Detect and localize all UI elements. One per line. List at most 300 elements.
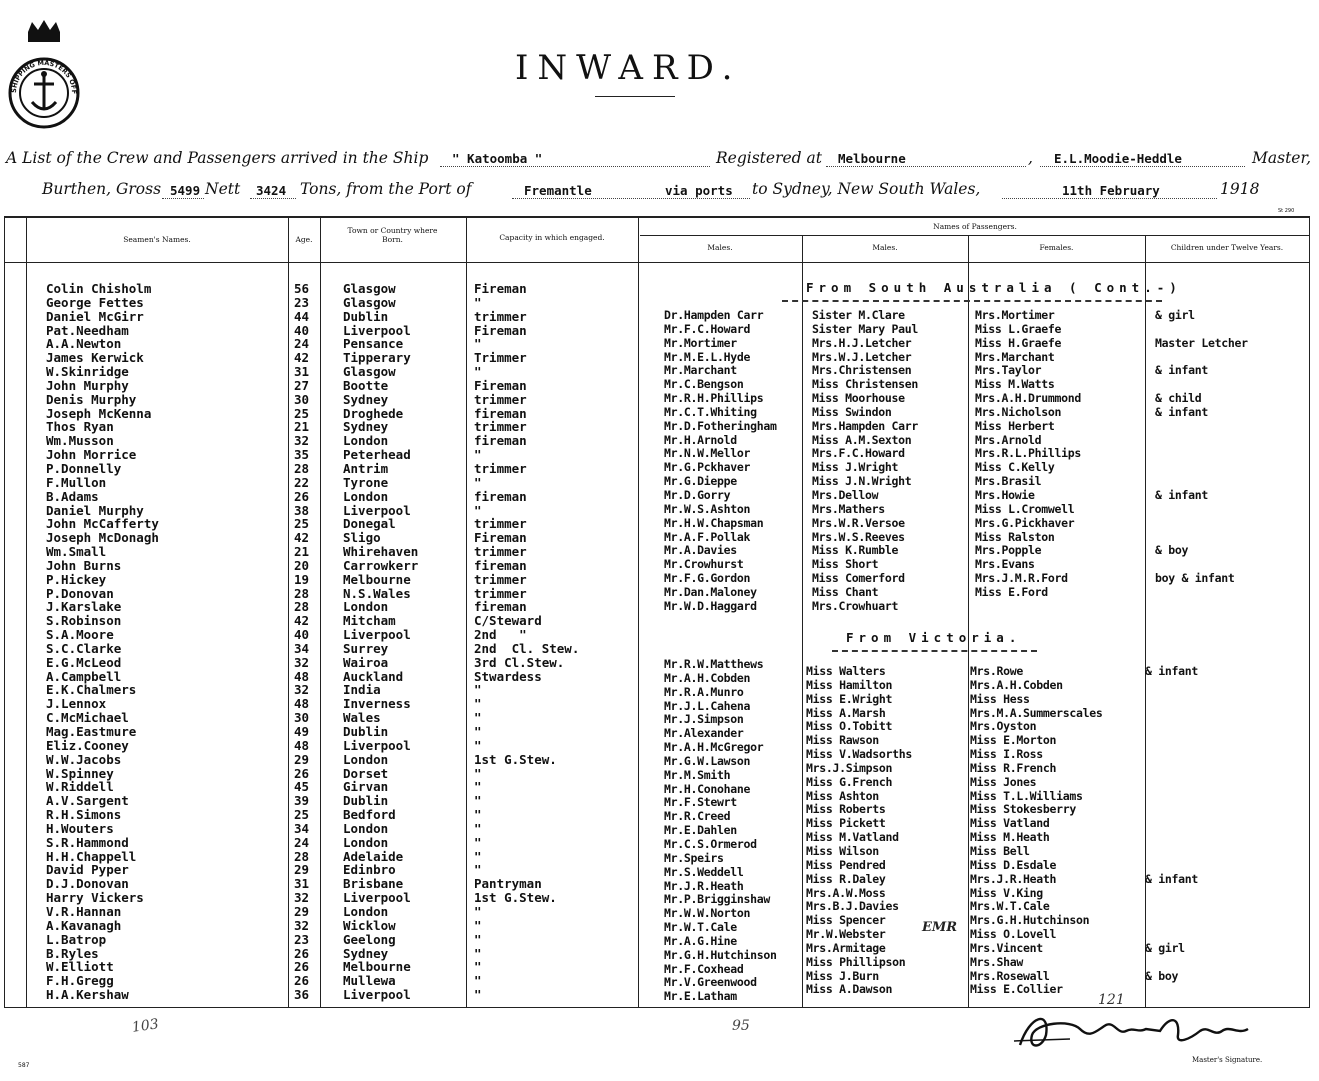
children-note bbox=[1145, 693, 1198, 707]
crew-age: 26 bbox=[294, 959, 310, 975]
crew-name: S.A.Moore bbox=[46, 627, 114, 643]
crew-town: Liverpool bbox=[343, 987, 411, 1003]
passenger: Mr.M.E.L.Hyde bbox=[664, 349, 751, 364]
crew-age: 24 bbox=[294, 834, 310, 850]
passenger: Mr.E.Latham bbox=[664, 989, 737, 1004]
children-note bbox=[1155, 558, 1248, 572]
passenger: Mrs.Arnold bbox=[975, 432, 1042, 447]
passenger: Mrs.Shaw bbox=[970, 954, 1023, 969]
crew-age: 42 bbox=[294, 530, 310, 546]
passenger: Mr.G.W.Lawson bbox=[664, 753, 751, 768]
passenger: Mrs.Nicholson bbox=[975, 404, 1062, 419]
crew-name: H.A.Kershaw bbox=[46, 987, 129, 1003]
crew-name: W.Spinney bbox=[46, 765, 114, 781]
passenger: Miss T.L.Williams bbox=[970, 788, 1083, 803]
passenger: Miss Pendred bbox=[806, 857, 886, 872]
crew-age: 45 bbox=[294, 779, 310, 795]
crew-capacity: " bbox=[474, 710, 482, 726]
crew-age: 28 bbox=[294, 460, 310, 476]
crew-capacity: Fireman bbox=[474, 281, 527, 296]
crew-age: 27 bbox=[294, 377, 310, 393]
crew-name: A.V.Sargent bbox=[46, 793, 129, 809]
crew-age: 25 bbox=[294, 807, 310, 823]
children-note bbox=[1155, 434, 1248, 448]
children-note bbox=[1145, 707, 1198, 721]
crew-age: 19 bbox=[294, 571, 310, 587]
crew-age: 35 bbox=[294, 447, 310, 463]
passenger: Mr.G.H.Hutchinson bbox=[664, 947, 777, 962]
children-note bbox=[1145, 720, 1198, 734]
master-signature bbox=[1010, 1005, 1260, 1055]
crew-age: 32 bbox=[294, 890, 310, 906]
crew-name: Harry Vickers bbox=[46, 890, 144, 906]
crew-capacity: " bbox=[474, 931, 482, 947]
passenger: Mrs.J.M.R.Ford bbox=[975, 571, 1068, 586]
passenger: Mr.J.R.Heath bbox=[664, 878, 744, 893]
crew-town: Wales bbox=[343, 710, 381, 726]
crew-capacity: " bbox=[474, 793, 482, 809]
passenger: Miss Short bbox=[812, 557, 879, 572]
crew-name: Daniel Murphy bbox=[46, 502, 144, 518]
crew-capacity: " bbox=[474, 807, 482, 823]
crew-capacity: 2nd " bbox=[474, 627, 527, 643]
crew-town: London bbox=[343, 834, 389, 850]
crew-name: C.McMichael bbox=[46, 710, 129, 726]
passenger: Mr.F.Stewrt bbox=[664, 795, 737, 810]
crew-capacity: " bbox=[474, 834, 482, 850]
nett-tonnage: 3424 bbox=[256, 183, 287, 198]
crew-town: Glasgow bbox=[343, 364, 396, 380]
crew-names bbox=[46, 282, 159, 1002]
crew-capacity: trimmer bbox=[474, 544, 527, 560]
crew-name: Mag.Eastmure bbox=[46, 724, 137, 739]
passenger: Mrs.Evans bbox=[975, 557, 1035, 572]
crew-age: 21 bbox=[294, 419, 310, 435]
section-victoria: From Victoria. bbox=[846, 630, 1022, 645]
passenger: Mr.Marchant bbox=[664, 363, 737, 378]
section-vic-rule bbox=[832, 650, 1037, 652]
crew-name: A.A.Newton bbox=[46, 336, 122, 352]
passenger: Miss G.French bbox=[806, 774, 893, 789]
crew-name: John Murphy bbox=[46, 377, 129, 393]
crew-towns bbox=[343, 282, 418, 1002]
crew-town: Mitcham bbox=[343, 613, 396, 629]
crew-name: H.Wouters bbox=[46, 820, 114, 836]
passenger: Miss Walters bbox=[806, 664, 886, 678]
passenger: Miss Vatland bbox=[970, 816, 1050, 831]
children-note bbox=[1145, 887, 1198, 901]
crew-age: 31 bbox=[294, 876, 310, 892]
children-note bbox=[1145, 859, 1198, 873]
nett-label: Nett bbox=[205, 180, 241, 198]
passenger: Mrs.Armitage bbox=[806, 940, 886, 955]
passenger: Mr.H.W.Chapsman bbox=[664, 515, 764, 530]
crew-town: London bbox=[343, 599, 389, 615]
crew-name: Joseph McDonagh bbox=[46, 530, 159, 546]
crew-name: Denis Murphy bbox=[46, 391, 137, 407]
crew-age: 49 bbox=[294, 724, 310, 739]
crew-town: Liverpool bbox=[343, 627, 411, 643]
crew-name: James Kerwick bbox=[46, 350, 144, 366]
passenger: Mrs.G.Pickhaver bbox=[975, 515, 1075, 530]
children-note bbox=[1155, 351, 1248, 365]
passenger: Mrs.H.J.Letcher bbox=[812, 335, 912, 350]
crew-town: Edinbro bbox=[343, 862, 396, 878]
page-title: INWARD. bbox=[515, 48, 742, 88]
crew-capacity: " bbox=[474, 779, 482, 795]
passenger: Mrs.Rowe bbox=[970, 664, 1023, 678]
sa-children bbox=[1155, 309, 1248, 586]
table-left-edge bbox=[4, 216, 5, 1008]
passenger: Mr.E.Dahlen bbox=[664, 823, 737, 838]
passenger: Miss M.Watts bbox=[975, 377, 1055, 392]
passenger: Miss Hamilton bbox=[806, 677, 893, 692]
crew-capacity: Fireman bbox=[474, 377, 527, 393]
crew-age: 28 bbox=[294, 599, 310, 615]
crew-name: Daniel McGirr bbox=[46, 308, 144, 324]
crew-name: P.Donovan bbox=[46, 585, 114, 601]
table-right-edge bbox=[1309, 216, 1310, 1008]
crew-age: 32 bbox=[294, 433, 310, 449]
passenger: Miss E.Wright bbox=[806, 691, 893, 706]
crew-age: 40 bbox=[294, 322, 310, 338]
passenger: Miss A.Dawson bbox=[806, 982, 893, 997]
crew-capacity: " bbox=[474, 959, 482, 975]
tons-label: Tons, from the Port of bbox=[300, 180, 472, 198]
column-header-rule bbox=[4, 262, 1310, 263]
children-note: & girl bbox=[1155, 308, 1195, 322]
passenger: Mr.C.Bengson bbox=[664, 377, 744, 392]
children-note: & infant bbox=[1155, 487, 1208, 502]
crew-name: W.Skinridge bbox=[46, 364, 129, 380]
col-divider-males2 bbox=[802, 235, 803, 1008]
crew-capacity: " bbox=[474, 682, 482, 698]
crew-town: Dorset bbox=[343, 765, 389, 781]
passenger: Dr.Hampden Carr bbox=[664, 308, 764, 322]
passenger: Mr.W.W.Norton bbox=[664, 906, 751, 921]
registered-port-line bbox=[826, 166, 1026, 167]
passenger: Mrs.Taylor bbox=[975, 363, 1042, 378]
children-note bbox=[1145, 734, 1198, 748]
crew-town: Carrowkerr bbox=[343, 557, 419, 573]
crew-capacity: " bbox=[474, 737, 482, 753]
crew-capacity: Trimmer bbox=[474, 350, 527, 366]
crew-town: Glasgow bbox=[343, 294, 396, 310]
crew-age: 26 bbox=[294, 945, 310, 961]
passenger: Mr.S.Weddell bbox=[664, 864, 744, 879]
page-number: 587 bbox=[18, 1062, 30, 1069]
crew-age: 26 bbox=[294, 488, 310, 504]
crew-town: Antrim bbox=[343, 460, 389, 476]
children-note bbox=[1145, 900, 1198, 914]
passenger: Miss Roberts bbox=[806, 802, 886, 817]
shipping-masters-seal bbox=[6, 18, 82, 138]
passenger: Mr.P.Brigginshaw bbox=[664, 892, 770, 907]
passenger: Mrs.Marchant bbox=[975, 349, 1055, 364]
passenger: Mrs.Crowhuart bbox=[812, 598, 899, 613]
children-note: boy & infant bbox=[1155, 571, 1235, 586]
col-divider-town bbox=[320, 216, 321, 1008]
section-south-australia: From South Australia ( Cont.-) bbox=[806, 280, 1182, 295]
passenger: Miss M.Vatland bbox=[806, 830, 899, 845]
crew-town: Liverpool bbox=[343, 737, 411, 753]
passenger: Mr.M.Smith bbox=[664, 767, 731, 782]
crew-name: Colin Chisholm bbox=[46, 281, 152, 296]
vic-males2 bbox=[806, 665, 912, 997]
passenger: Mr.A.H.McGregor bbox=[664, 740, 764, 755]
passenger: Mrs.J.R.Heath bbox=[970, 871, 1057, 886]
passenger: Miss Ralston bbox=[975, 529, 1055, 544]
passenger: Mrs.R.L.Phillips bbox=[975, 446, 1081, 461]
passenger: Mr.A.F.Pollak bbox=[664, 529, 751, 544]
children-note bbox=[1155, 531, 1248, 545]
crew-name: Wm.Small bbox=[46, 544, 107, 560]
crew-capacity: fireman bbox=[474, 488, 527, 504]
crew-capacity: Fireman bbox=[474, 530, 527, 546]
vic-females bbox=[970, 665, 1102, 997]
passenger: Miss J.N.Wright bbox=[812, 474, 912, 489]
crew-capacity: " bbox=[474, 294, 482, 310]
passenger: Mrs.Mortimer bbox=[975, 308, 1055, 322]
passenger: Mr.C.T.Whiting bbox=[664, 404, 757, 419]
arrival-date: 11th February bbox=[1062, 183, 1160, 198]
passenger: Miss A.M.Sexton bbox=[812, 432, 912, 447]
form-code: St 290 bbox=[1278, 208, 1295, 214]
master-name-line bbox=[1040, 166, 1245, 167]
passenger: Miss Rawson bbox=[806, 733, 879, 748]
crew-name: F.H.Gregg bbox=[46, 973, 114, 989]
passenger: Mrs.Hampden Carr bbox=[812, 418, 918, 433]
crew-age: 29 bbox=[294, 751, 310, 767]
crew-name: S.C.Clarke bbox=[46, 640, 122, 656]
crew-capacity: " bbox=[474, 848, 482, 864]
signature-label: Master's Signature. bbox=[1192, 1056, 1263, 1064]
passengers-header-rule bbox=[640, 235, 1310, 236]
crew-town: Sydney bbox=[343, 945, 389, 961]
crew-capacity: Stwardess bbox=[474, 668, 542, 684]
crew-town: Melbourne bbox=[343, 571, 411, 587]
passenger: Mrs.A.W.Moss bbox=[806, 885, 886, 900]
crew-town: London bbox=[343, 433, 389, 449]
crew-name: B.Ryles bbox=[46, 945, 99, 961]
passenger: Miss L.Graefe bbox=[975, 321, 1062, 336]
crew-name: Thos Ryan bbox=[46, 419, 114, 435]
crew-town: Brisbane bbox=[343, 876, 404, 892]
crew-capacity: " bbox=[474, 336, 482, 352]
crew-town: Wairoa bbox=[343, 654, 389, 670]
crew-age: 40 bbox=[294, 627, 310, 643]
crew-capacity: " bbox=[474, 917, 482, 933]
children-note bbox=[1155, 420, 1248, 434]
crew-capacity: trimmer bbox=[474, 585, 527, 601]
passenger: Mr.G.Pckhaver bbox=[664, 460, 751, 475]
ship-name-line bbox=[440, 166, 710, 167]
crew-age: 21 bbox=[294, 544, 310, 560]
col-header-males2: Males. bbox=[872, 243, 898, 252]
crew-age: 32 bbox=[294, 682, 310, 698]
crew-name: P.Hickey bbox=[46, 571, 107, 587]
crew-name: Joseph McKenna bbox=[46, 405, 152, 421]
crew-name: A.Campbell bbox=[46, 668, 122, 684]
passenger: Mrs.J.Simpson bbox=[806, 760, 893, 775]
children-note bbox=[1155, 461, 1248, 475]
crew-town: Glasgow bbox=[343, 281, 396, 296]
passenger: Miss Wilson bbox=[806, 843, 879, 858]
passenger: Mrs.F.C.Howard bbox=[812, 446, 905, 461]
passenger: Mrs.W.J.Letcher bbox=[812, 349, 912, 364]
crew-capacity: trimmer bbox=[474, 516, 527, 532]
passenger: Mr.W.S.Ashton bbox=[664, 501, 751, 516]
crew-town: Inverness bbox=[343, 696, 411, 712]
passenger: Miss V.King bbox=[970, 885, 1043, 900]
children-note bbox=[1155, 323, 1248, 337]
passenger: Mrs.Popple bbox=[975, 543, 1042, 558]
crew-capacity: trimmer bbox=[474, 308, 527, 324]
nett-line bbox=[250, 198, 296, 199]
crew-age: 25 bbox=[294, 516, 310, 532]
crew-name: B.Adams bbox=[46, 488, 99, 504]
children-note bbox=[1145, 817, 1198, 831]
children-note bbox=[1145, 845, 1198, 859]
crew-name: F.Mullon bbox=[46, 474, 107, 490]
crew-capacity: 1st G.Stew. bbox=[474, 890, 557, 906]
sa-males2 bbox=[812, 309, 918, 614]
passenger: Mr.C.S.Ormerod bbox=[664, 836, 757, 851]
crew-capacity: " bbox=[474, 696, 482, 712]
crew-age: 32 bbox=[294, 654, 310, 670]
crew-age: 29 bbox=[294, 903, 310, 919]
children-note: & infant bbox=[1155, 363, 1208, 378]
crew-name: Pat.Needham bbox=[46, 322, 129, 338]
passenger: Mr.A.Davies bbox=[664, 543, 737, 558]
passenger: Miss Ashton bbox=[806, 788, 879, 803]
children-note bbox=[1145, 928, 1198, 942]
crew-age: 32 bbox=[294, 917, 310, 933]
crew-age: 23 bbox=[294, 294, 310, 310]
passenger: Mrs.Howie bbox=[975, 487, 1035, 502]
crew-name: J.Karslake bbox=[46, 599, 122, 615]
crew-ages bbox=[294, 282, 309, 1002]
crew-name: Wm.Musson bbox=[46, 433, 114, 449]
svg-text:SHIPPING MASTERS OFFICE SYDNEY: SHIPPING MASTERS OFF bbox=[9, 58, 79, 95]
crew-town: India bbox=[343, 682, 381, 698]
passenger: Mr.F.C.Howard bbox=[664, 321, 751, 336]
children-note bbox=[1155, 517, 1248, 531]
passenger: Miss E.Ford bbox=[975, 584, 1048, 599]
passenger: Mr.Dan.Maloney bbox=[664, 584, 757, 599]
comma-1: , bbox=[1028, 149, 1033, 167]
passenger: Miss Moorhouse bbox=[812, 391, 905, 406]
children-note bbox=[1145, 679, 1198, 693]
to-sydney-label: to Sydney, New South Wales, bbox=[752, 180, 981, 198]
crew-capacity: 2nd Cl. Stew. bbox=[474, 640, 580, 656]
crew-age: 42 bbox=[294, 350, 310, 366]
crew-town: Dublin bbox=[343, 793, 389, 809]
crew-name: J.Lennox bbox=[46, 696, 107, 712]
children-note bbox=[1155, 503, 1248, 517]
children-note: & infant bbox=[1155, 404, 1208, 419]
handwritten-note-95: 95 bbox=[732, 1018, 750, 1034]
passenger: Mr.F.Coxhead bbox=[664, 961, 744, 976]
passenger: Mr.A.H.Cobden bbox=[664, 670, 751, 685]
children-note: & child bbox=[1155, 391, 1202, 406]
crew-capacity: trimmer bbox=[474, 419, 527, 435]
passenger: Sister M.Clare bbox=[812, 308, 905, 322]
crew-town: Whirehaven bbox=[343, 544, 419, 560]
passenger: Mrs.W.R.Versoe bbox=[812, 515, 905, 530]
passenger: Mr.J.L.Cahena bbox=[664, 698, 751, 713]
passenger: Mr.Mortimer bbox=[664, 335, 737, 350]
crew-age: 28 bbox=[294, 585, 310, 601]
passenger: Mrs.Christensen bbox=[812, 363, 912, 378]
passenger: Mrs.W.S.Reeves bbox=[812, 529, 905, 544]
crew-capacity: C/Steward bbox=[474, 613, 542, 629]
passenger: Mr.W.T.Cale bbox=[664, 920, 737, 935]
crew-age: 26 bbox=[294, 973, 310, 989]
children-note bbox=[1145, 762, 1198, 776]
crew-town: Bedford bbox=[343, 807, 396, 823]
crew-capacity: fireman bbox=[474, 557, 527, 573]
crew-name: D.J.Donovan bbox=[46, 876, 129, 892]
children-note bbox=[1145, 776, 1198, 790]
passenger: Miss Swindon bbox=[812, 404, 892, 419]
crew-town: Sydney bbox=[343, 419, 389, 435]
col-header-children: Children under Twelve Years. bbox=[1170, 243, 1284, 252]
crew-capacity: " bbox=[474, 447, 482, 463]
crew-name: W.Riddell bbox=[46, 779, 114, 795]
crew-age: 26 bbox=[294, 765, 310, 781]
passenger: Miss A.Marsh bbox=[806, 705, 886, 720]
title-underline bbox=[595, 96, 675, 97]
passenger: Mrs.Oyston bbox=[970, 719, 1037, 734]
crew-name: W.W.Jacobs bbox=[46, 751, 122, 767]
vic-children bbox=[1145, 665, 1198, 983]
crew-age: 31 bbox=[294, 364, 310, 380]
crew-name: John Burns bbox=[46, 557, 122, 573]
crew-age: 48 bbox=[294, 668, 310, 684]
col-header-town: Town or Country where Born. bbox=[347, 226, 438, 244]
crew-capacity: fireman bbox=[474, 599, 527, 615]
arrival-year: 1918 bbox=[1220, 180, 1260, 198]
passenger: Mr.Alexander bbox=[664, 726, 744, 741]
crew-age: 28 bbox=[294, 848, 310, 864]
crew-age: 30 bbox=[294, 391, 310, 407]
col-divider-passengers bbox=[638, 216, 639, 1008]
section-sa-rule bbox=[782, 300, 1162, 302]
crew-age: 38 bbox=[294, 502, 310, 518]
crew-age: 25 bbox=[294, 405, 310, 421]
passenger: Miss K.Rumble bbox=[812, 543, 899, 558]
crew-name: H.H.Chappell bbox=[46, 848, 137, 864]
crew-town: Pensance bbox=[343, 336, 404, 352]
passenger: Mr.W.D.Haggard bbox=[664, 598, 757, 613]
crew-age: 42 bbox=[294, 613, 310, 629]
crew-capacity: " bbox=[474, 987, 482, 1003]
via-ports: via ports bbox=[665, 183, 733, 198]
registered-port: Melbourne bbox=[838, 151, 906, 166]
passenger: Mr.N.W.Mellor bbox=[664, 446, 751, 461]
passenger: Miss J.Burn bbox=[806, 968, 879, 983]
passenger: Miss Christensen bbox=[812, 377, 918, 392]
col-header-age: Age. bbox=[295, 235, 313, 244]
children-note bbox=[1155, 378, 1248, 392]
ship-name: " Katoomba " bbox=[452, 151, 543, 166]
passenger: Mr.Crowhurst bbox=[664, 557, 744, 572]
crew-capacity: " bbox=[474, 364, 482, 380]
passenger: Mrs.B.J.Davies bbox=[806, 899, 899, 914]
crew-age: 44 bbox=[294, 308, 310, 324]
table-top-rule bbox=[4, 216, 1310, 218]
